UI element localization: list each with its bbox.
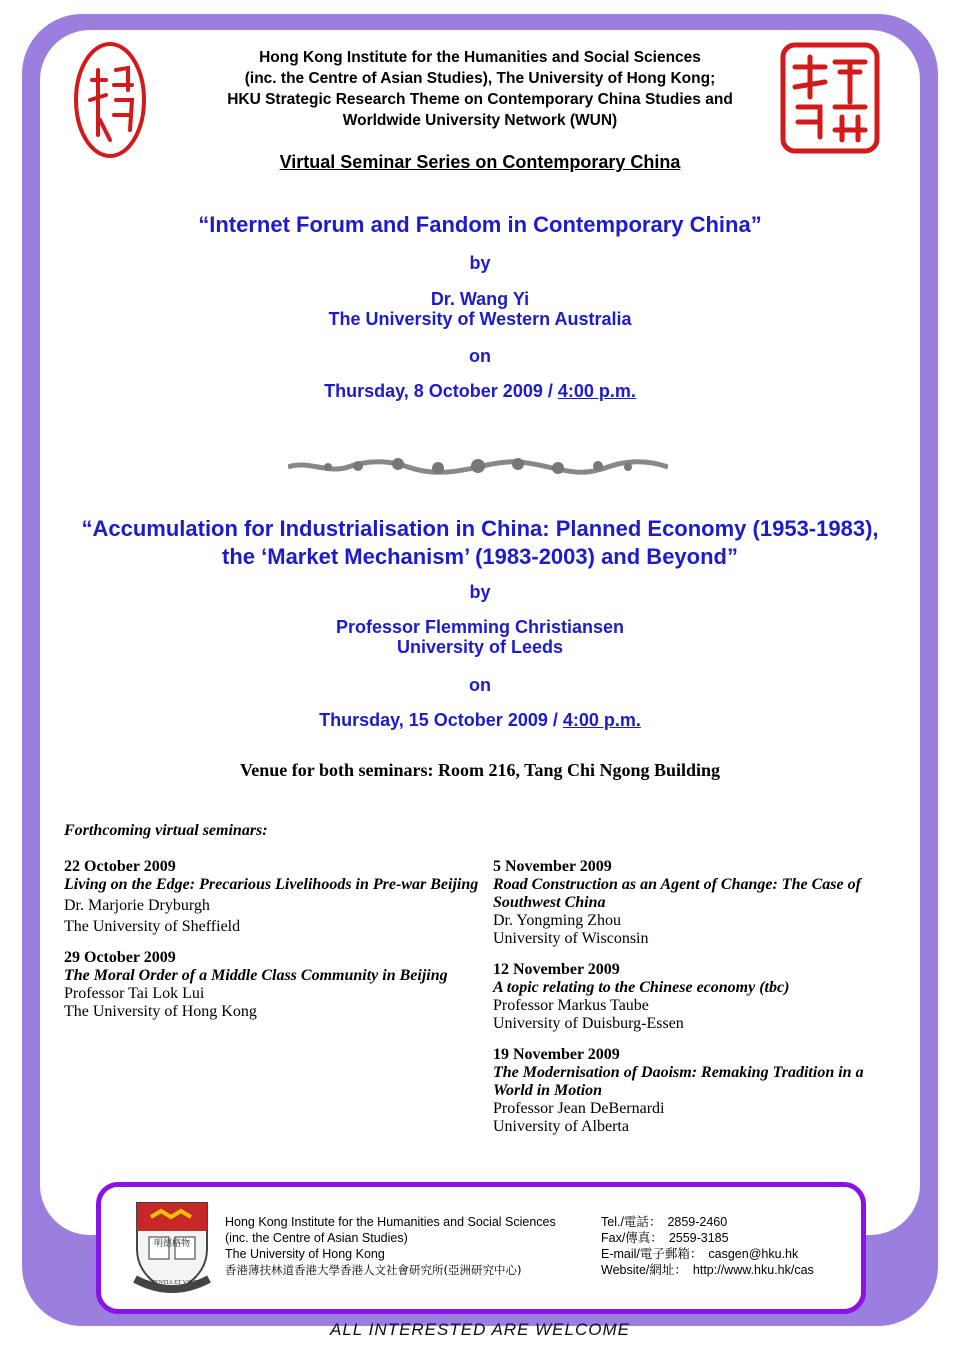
- seminar1-date: Thursday, 8 October 2009 /: [324, 381, 558, 401]
- seminar2-affiliation: University of Leeds: [396, 637, 564, 657]
- footer-contacts: [601, 1214, 814, 1278]
- seminar2-speaker: Professor Flemming Christiansen: [335, 617, 625, 637]
- seminar2-on: on: [469, 675, 491, 695]
- seminar1-title: “Internet Forum and Fandom in Contemporary China”: [198, 212, 762, 237]
- website-link[interactable]: http://www.hku.hk/cas: [692, 1263, 814, 1277]
- seminar1-by: by: [469, 253, 491, 273]
- seminar-speaker: Professor Tai Lok Lui: [64, 985, 205, 1002]
- seminar-date: 29 October 2009: [64, 949, 176, 966]
- seminar1-time: 4:00 p.m.: [557, 381, 636, 401]
- seminar-affiliation: University of Duisburg-Essen: [493, 1015, 684, 1032]
- contact-label: E-mail/電子郵箱：: [601, 1247, 703, 1261]
- ornamental-divider: [288, 454, 668, 480]
- seminar-title: A topic relating to the Chinese economy (tbc): [493, 979, 790, 996]
- seminar2-by: by: [469, 582, 491, 602]
- seminar-speaker: Professor Jean DeBernardi: [493, 1100, 665, 1117]
- seminar2-title: [0, 515, 960, 571]
- header-line: HKU Strategic Research Theme on Contemporary China Studies and: [227, 91, 733, 108]
- seminar-affiliation: University of Alberta: [493, 1118, 629, 1135]
- seminar1-on: on: [469, 346, 491, 366]
- address-line: The University of Hong Kong: [225, 1247, 385, 1261]
- forthcoming-right-column: [493, 858, 893, 1136]
- contact-website[interactable]: [601, 1262, 814, 1278]
- seminar2-time: 4:00 p.m.: [562, 710, 641, 730]
- list-item: [493, 961, 893, 1033]
- seminar-date: 22 October 2009: [64, 858, 176, 875]
- contact-email[interactable]: [601, 1246, 814, 1262]
- venue: Venue for both seminars: Room 216, Tang Chi Ngong Building: [239, 760, 721, 780]
- email-link[interactable]: casgen@hku.hk: [708, 1247, 799, 1261]
- seminar1-datetime: [0, 381, 960, 402]
- seminar1-speaker-block: [0, 289, 960, 329]
- seminar-title: Living on the Edge: Precarious Livelihoods in Pre-war Beijing: [64, 876, 479, 893]
- seminar2-title-line: the ‘Market Mechanism’ (1983-2003) and Beyond”: [222, 544, 738, 569]
- contact-label: Fax/傳真：: [601, 1231, 663, 1245]
- list-item: [493, 858, 893, 948]
- seminar2-title-line: “Accumulation for Industrialisation in China: Planned Economy (1953-1983),: [81, 516, 879, 541]
- forthcoming-heading: Forthcoming virtual seminars:: [64, 822, 268, 839]
- seminar-date: 12 November 2009: [493, 961, 620, 978]
- seminar-speaker: Dr. Marjorie Dryburgh: [64, 897, 210, 914]
- crest-motto: SAPIENTIA ET VIRTUS: [141, 1280, 205, 1286]
- seminar-date: 19 November 2009: [493, 1046, 620, 1063]
- footer-contact-box: [96, 1182, 866, 1314]
- seminar-date: 5 November 2009: [493, 858, 612, 875]
- seminar2-speaker-block: [0, 617, 960, 657]
- crest-chars: 明德格物: [154, 1239, 191, 1249]
- footer-address: [225, 1214, 556, 1278]
- header-line: Worldwide University Network (WUN): [342, 112, 618, 129]
- list-item: [493, 1046, 893, 1136]
- organizer-header: [0, 47, 960, 131]
- forthcoming-left-column: [64, 858, 484, 1021]
- address-line: (inc. the Centre of Asian Studies): [225, 1231, 408, 1245]
- contact-fax: [601, 1230, 814, 1246]
- contact-label: Tel./電話：: [601, 1215, 662, 1229]
- contact-tel: [601, 1214, 814, 1230]
- seminar1-speaker: Dr. Wang Yi: [430, 289, 530, 309]
- seminar1-affiliation: The University of Western Australia: [328, 309, 632, 329]
- seminar-affiliation: The University of Sheffield: [64, 918, 241, 935]
- seminar-affiliation: The University of Hong Kong: [64, 1003, 257, 1020]
- series-title: Virtual Seminar Series on Contemporary China: [279, 152, 681, 172]
- contact-value: 2559-3185: [668, 1231, 729, 1245]
- seminar-affiliation: University of Wisconsin: [493, 930, 649, 947]
- seminar-speaker: Professor Markus Taube: [493, 997, 649, 1014]
- seminar-title: The Modernisation of Daoism: Remaking Tradition in a World in Motion: [493, 1064, 864, 1099]
- seminar-title: The Moral Order of a Middle Class Community in Beijing: [64, 967, 448, 984]
- header-line: (inc. the Centre of Asian Studies), The University of Hong Kong;: [244, 70, 716, 87]
- seminar-speaker: Dr. Yongming Zhou: [493, 912, 622, 929]
- address-line: 香港薄扶林道香港大學香港人文社會研究所(亞洲研究中心): [225, 1263, 522, 1277]
- seminar2-date: Thursday, 15 October 2009 /: [319, 710, 563, 730]
- seminar2-datetime: [0, 710, 960, 731]
- welcome-message: ALL INTERESTED ARE WELCOME: [330, 1320, 630, 1339]
- address-line: Hong Kong Institute for the Humanities and Social Sciences: [225, 1215, 556, 1229]
- list-item: [64, 949, 484, 1021]
- header-line: Hong Kong Institute for the Humanities and Social Sciences: [259, 49, 701, 66]
- contact-value: 2859-2460: [667, 1215, 728, 1229]
- seminar-title: Road Construction as an Agent of Change: The Case of Southwest China: [493, 876, 861, 911]
- list-item: [64, 858, 484, 936]
- contact-label: Website/網址：: [601, 1263, 687, 1277]
